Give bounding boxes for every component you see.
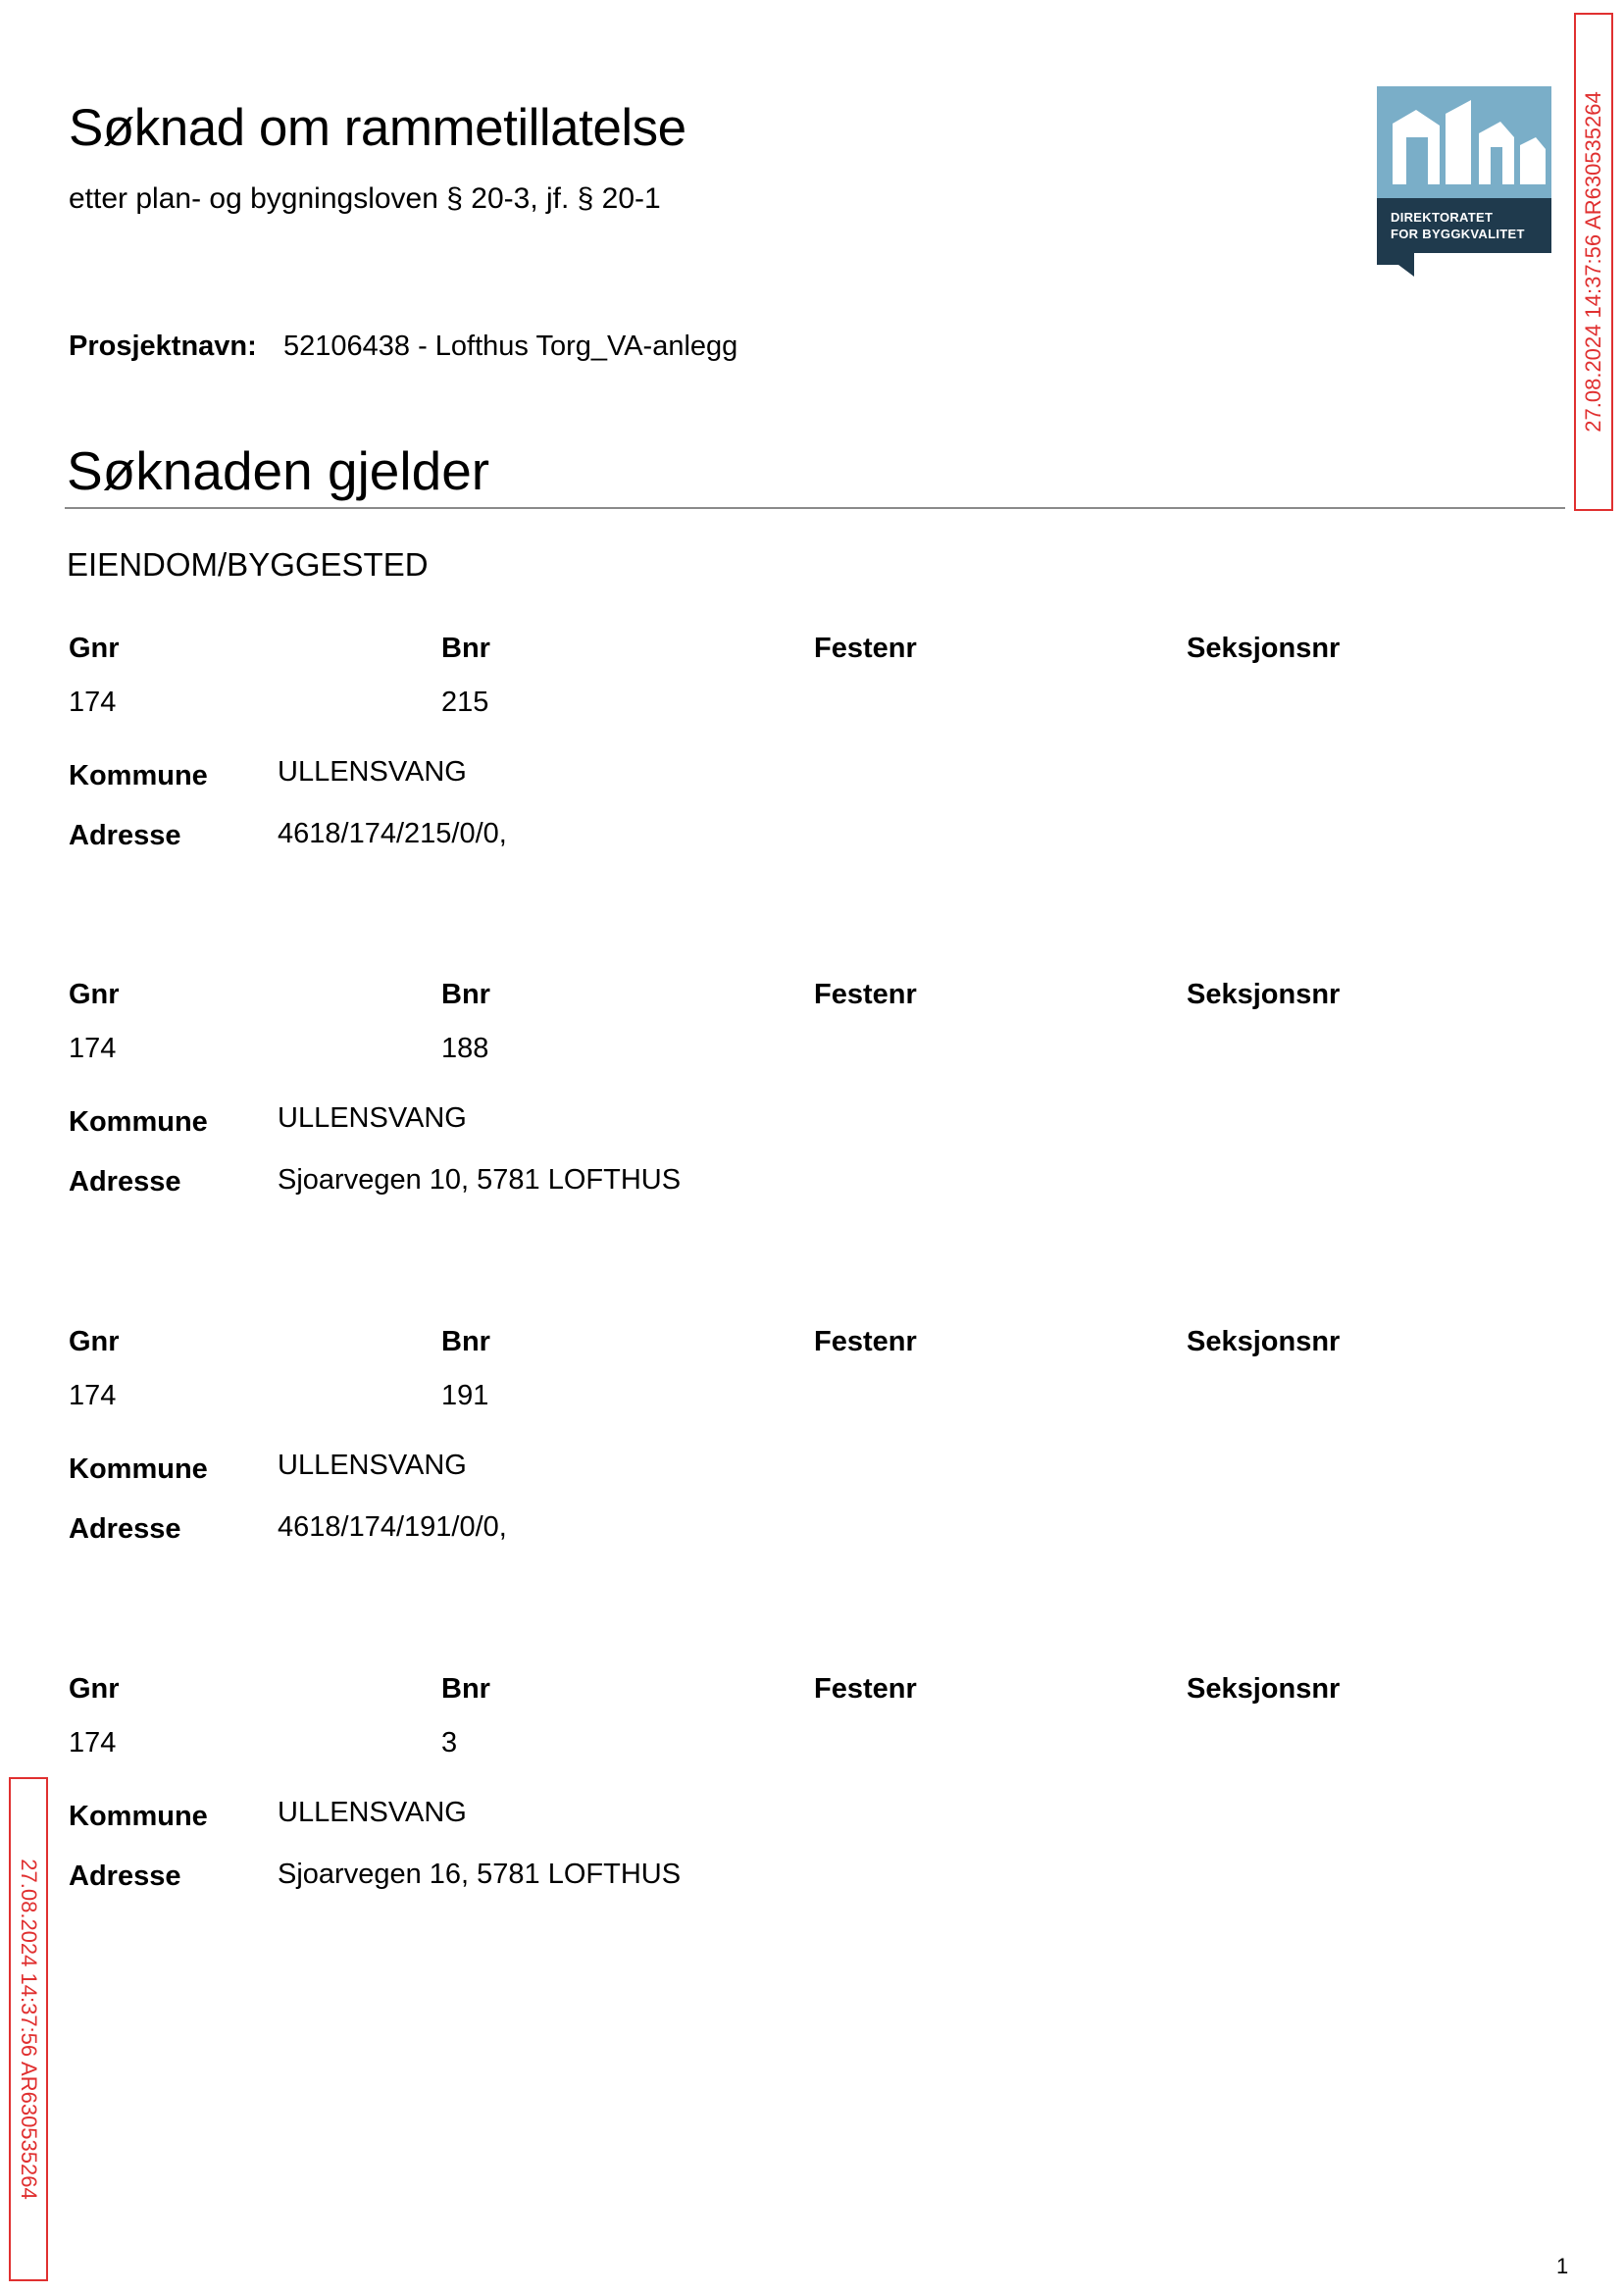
project-name-value: 52106438 - Lofthus Torg_VA-anlegg <box>283 331 738 362</box>
archive-stamp-text: 27.08.2024 14:37:56 AR630535264 <box>17 1859 41 2200</box>
property-block <box>0 1673 1624 1909</box>
bnr-value: 188 <box>441 1033 489 1064</box>
kommune-value: ULLENSVANG <box>278 1450 467 1481</box>
bnr-label: Bnr <box>441 1673 490 1705</box>
logo-line-1: DIREKTORATET <box>1391 210 1494 225</box>
kommune-value: ULLENSVANG <box>278 1102 467 1134</box>
festenr-label: Festenr <box>814 1326 917 1357</box>
adresse-label: Adresse <box>69 1861 181 1892</box>
dibk-logo-graphic <box>1377 86 1551 277</box>
dibk-logo <box>1377 86 1551 277</box>
seksjonsnr-label: Seksjonsnr <box>1187 979 1341 1010</box>
seksjonsnr-label: Seksjonsnr <box>1187 633 1341 664</box>
subsection-title: EIENDOM/BYGGESTED <box>67 546 429 583</box>
property-block <box>0 979 1624 1214</box>
gnr-value: 174 <box>69 1033 117 1064</box>
gnr-value: 174 <box>69 1380 117 1411</box>
bnr-value: 191 <box>441 1380 489 1411</box>
gnr-value: 174 <box>69 687 117 718</box>
bnr-value: 3 <box>441 1727 458 1759</box>
kommune-label: Kommune <box>69 1453 208 1485</box>
festenr-label: Festenr <box>814 979 917 1010</box>
project-name-label: Prosjektnavn: <box>69 331 257 362</box>
section-title: Søknaden gjelder <box>67 440 490 501</box>
section-divider <box>65 507 1565 509</box>
bnr-label: Bnr <box>441 1326 490 1357</box>
document-subtitle: etter plan- og bygningsloven § 20-3, jf. § 20-1 <box>69 182 661 215</box>
seksjonsnr-label: Seksjonsnr <box>1187 1326 1341 1357</box>
gnr-label: Gnr <box>69 633 120 664</box>
logo-line-2: FOR BYGGKVALITET <box>1391 227 1525 241</box>
adresse-label: Adresse <box>69 1513 181 1545</box>
document-title: Søknad om rammetillatelse <box>69 99 686 157</box>
kommune-value: ULLENSVANG <box>278 1797 467 1828</box>
property-block <box>0 633 1624 868</box>
kommune-label: Kommune <box>69 760 208 791</box>
gnr-label: Gnr <box>69 1673 120 1705</box>
page-number: 1 <box>1556 2254 1569 2278</box>
property-block <box>0 1326 1624 1561</box>
festenr-label: Festenr <box>814 633 917 664</box>
kommune-label: Kommune <box>69 1106 208 1138</box>
seksjonsnr-label: Seksjonsnr <box>1187 1673 1341 1705</box>
bnr-label: Bnr <box>441 633 490 664</box>
adresse-value: 4618/174/215/0/0, <box>278 818 507 849</box>
adresse-value: Sjoarvegen 10, 5781 LOFTHUS <box>278 1164 682 1196</box>
archive-stamp-text: 27.08.2024 14:37:56 AR630535264 <box>1581 91 1605 433</box>
kommune-value: ULLENSVANG <box>278 756 467 788</box>
adresse-value: 4618/174/191/0/0, <box>278 1511 507 1543</box>
archive-stamp-left <box>9 1777 48 2281</box>
adresse-label: Adresse <box>69 820 181 851</box>
gnr-value: 174 <box>69 1727 117 1759</box>
gnr-label: Gnr <box>69 1326 120 1357</box>
festenr-label: Festenr <box>814 1673 917 1705</box>
adresse-label: Adresse <box>69 1166 181 1198</box>
archive-stamp-right <box>1574 13 1613 511</box>
adresse-value: Sjoarvegen 16, 5781 LOFTHUS <box>278 1859 682 1890</box>
bnr-value: 215 <box>441 687 489 718</box>
bnr-label: Bnr <box>441 979 490 1010</box>
gnr-label: Gnr <box>69 979 120 1010</box>
kommune-label: Kommune <box>69 1801 208 1832</box>
